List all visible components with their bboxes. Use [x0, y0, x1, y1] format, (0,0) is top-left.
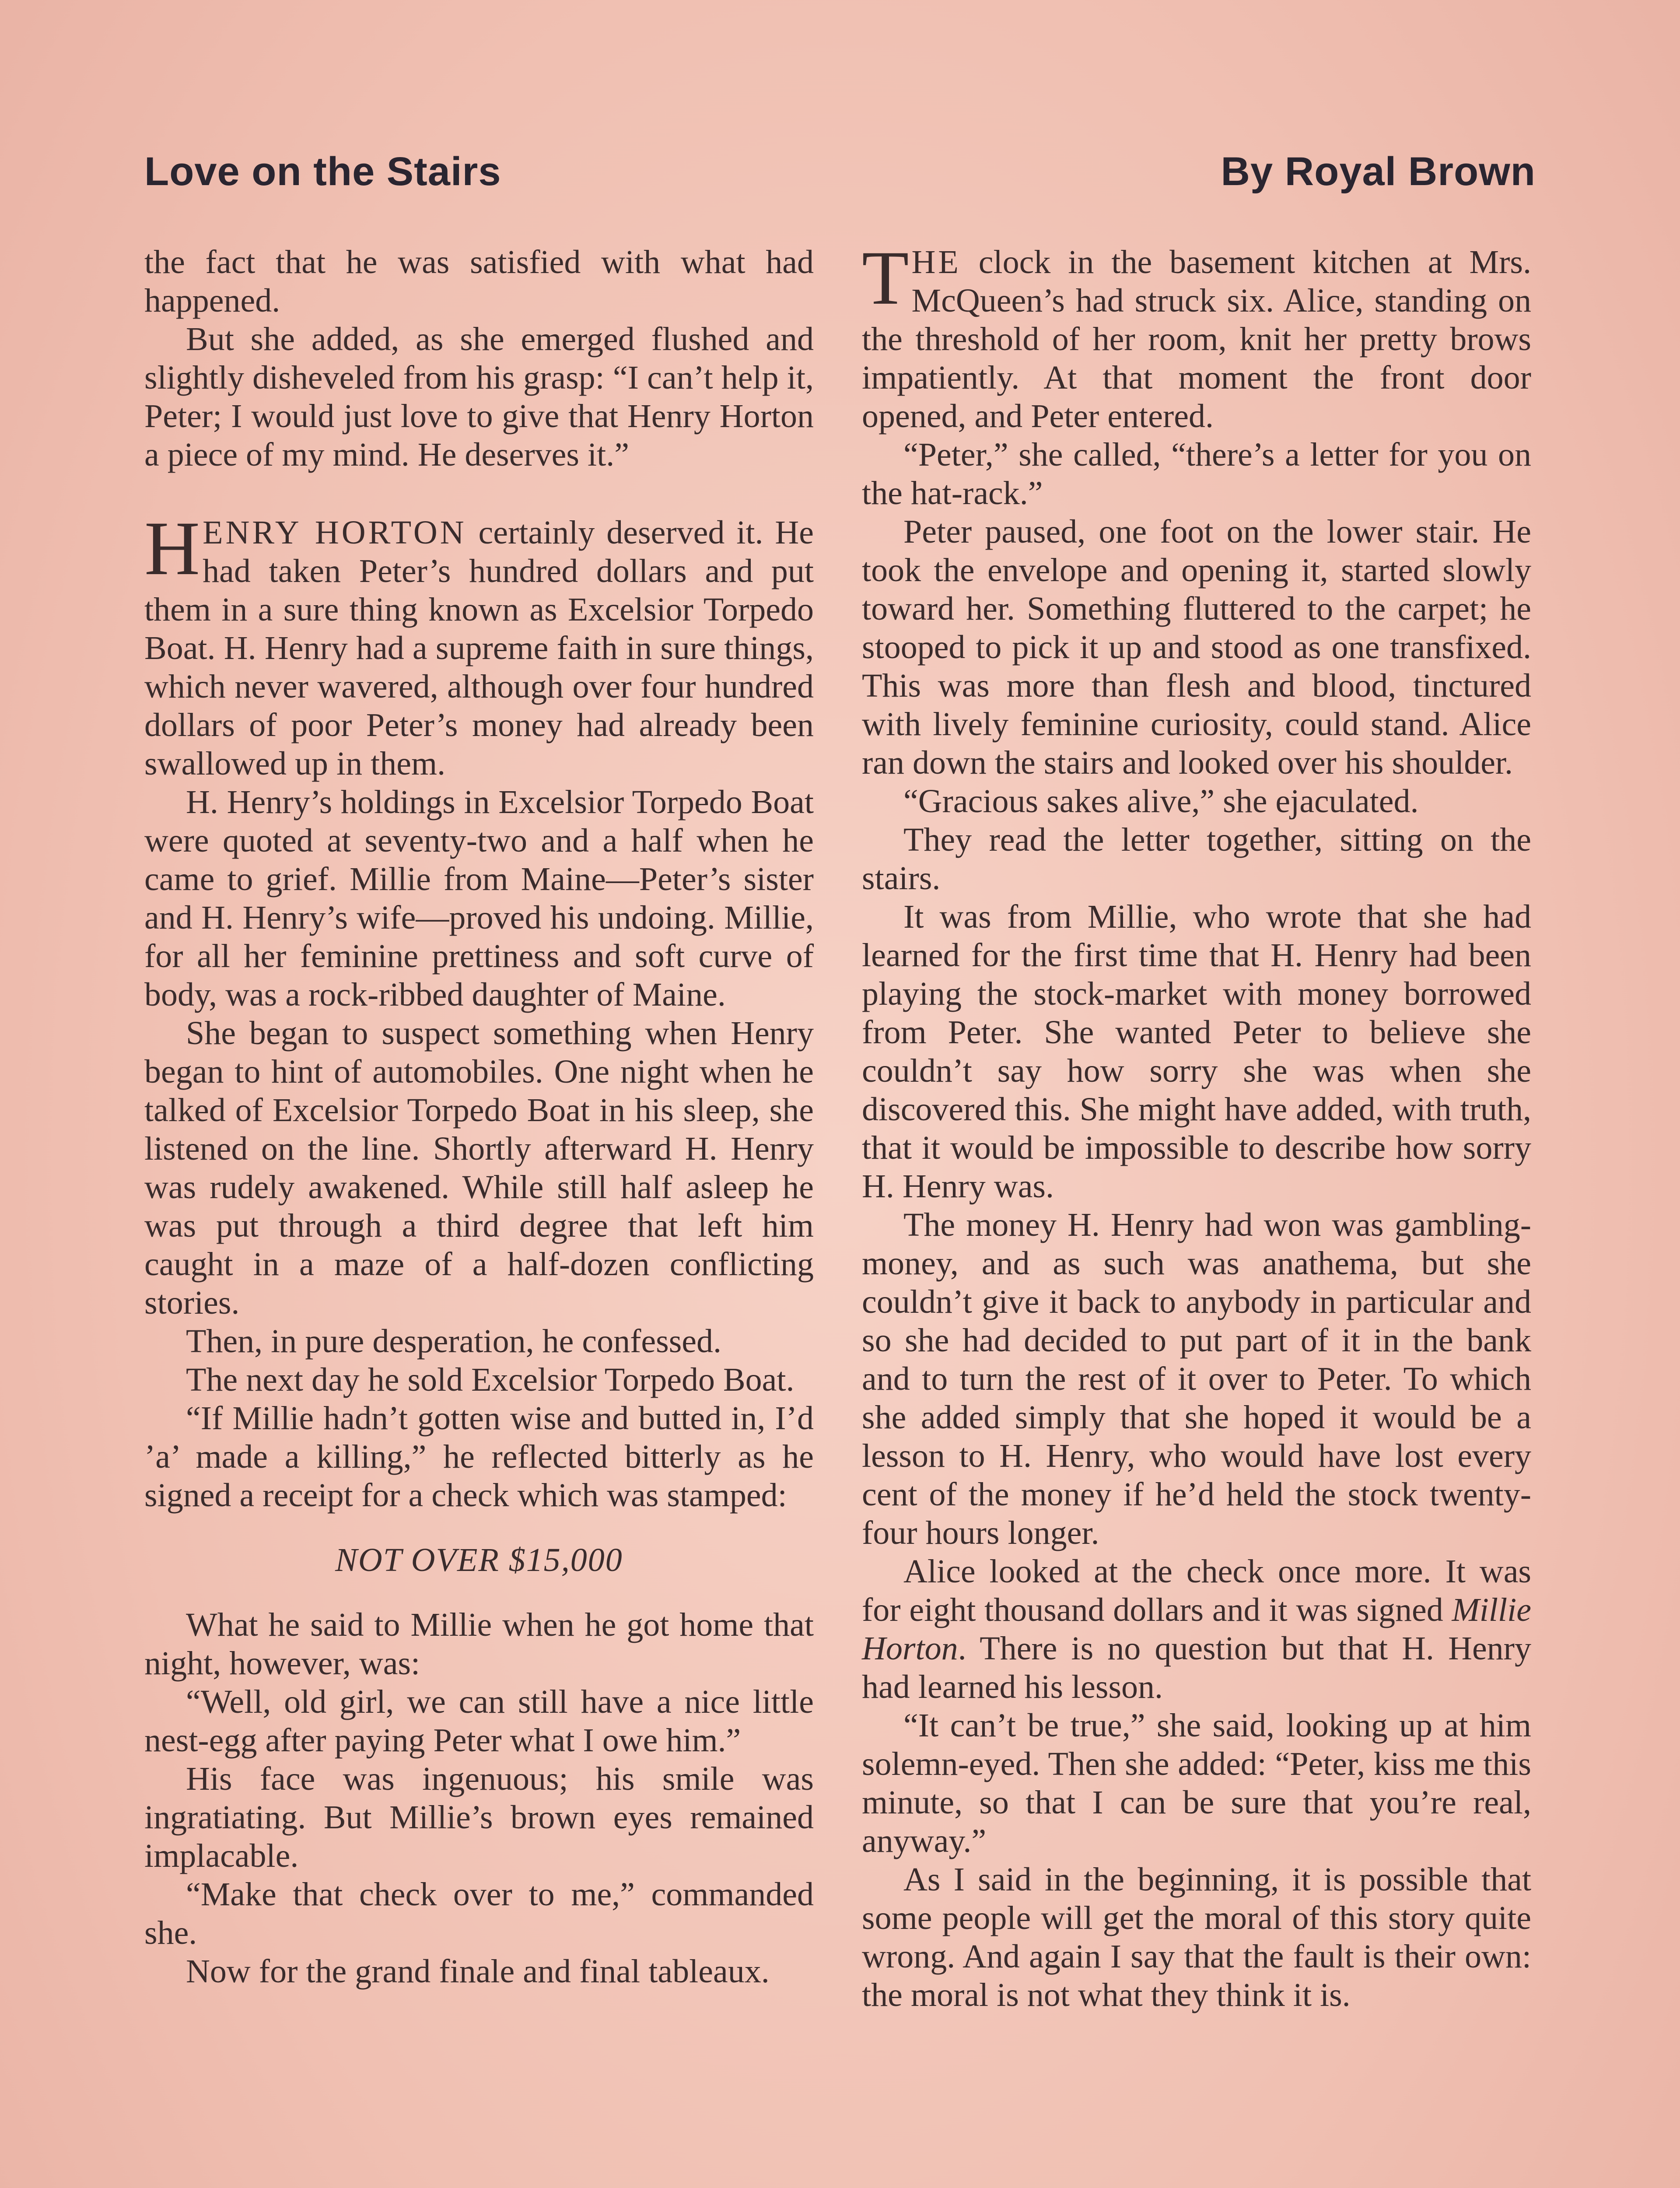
story-title: Love on the Stairs — [144, 149, 501, 194]
paragraph — [862, 1552, 1531, 1706]
paragraph: “It can’t be true,” she said, looking up at him solemn-eyed. Then she added: “Peter, kiss me this minute, so that I can be sure that you’re real, anyway.” — [862, 1707, 1531, 1859]
paragraph: They read the letter together, sitting on the stairs. — [862, 821, 1531, 897]
signature-name: Millie Horton — [862, 1592, 1531, 1667]
paragraph-text: clock in the basement kitchen at Mrs. McQueen’s had struck six. Alice, standing on the threshold of her room, knit her pretty brows impatiently. At that moment the front door opened, and Peter entered. — [862, 244, 1531, 435]
paragraph: She began to suspect something when Henry began to hint of automobiles. One night when he talked of Excelsior Torpedo Boat in his sleep, she listened on the line. Shortly afterward H. Henry was rudely awakened. While still half asleep he was put through a third degree that left him caught in a maze of a half-dozen conflicting stories. — [144, 1015, 814, 1321]
paragraph: The money H. Henry had won was gambling-money, and as such was anathema, but she couldn’t give it back to anybody in particular and so she had decided to put part of it in the bank and to turn the rest of it over to Peter. To which she added simply that she hoped it would be a lesson to H. Henry, who would have lost every cent of the money if he’d held the stock twenty-four hours longer. — [862, 1206, 1531, 1551]
left-column — [144, 243, 814, 1991]
paragraph: But she added, as she emerged flushed and slightly disheveled from his grasp: “I can’t help it, Peter; I would just love to give that Henry Horton a piece of my mind. He deserves it.” — [144, 321, 814, 473]
lead-words: ENRY HORTON — [203, 514, 467, 551]
check-stamp: NOT OVER $15,000 — [335, 1542, 623, 1578]
paragraph: Now for the grand finale and final tableaux. — [186, 1953, 770, 1990]
paragraph: “If Millie hadn’t gotten wise and butted in, I’d ’a’ made a killing,” he reflected bitterly as he signed a receipt for a check which was stamped: — [144, 1400, 814, 1514]
lead-words: HE — [911, 244, 961, 281]
paragraph: What he said to Millie when he got home that night, however, was: — [144, 1606, 814, 1682]
section-start-paragraph — [144, 506, 814, 783]
drop-cap: H — [144, 506, 200, 591]
story-author: By Royal Brown — [1221, 149, 1536, 194]
paragraph-text: Alice looked at the check once more. It was for eight thousand dollars and it was signed — [862, 1553, 1531, 1628]
paragraph: The next day he sold Excelsior Torpedo Boat. — [186, 1361, 794, 1398]
paragraph: the fact that he was satisfied with what had happened. — [144, 244, 814, 319]
paragraph: H. Henry’s holdings in Excelsior Torpedo Boat were quoted at seventy-two and a half when he came to grief. Millie from Maine—Peter’s sister and H. Henry’s wife—proved his undoing. Millie, for all her feminine prettiness and soft curve of body, was a rock-ribbed daughter of Maine. — [144, 784, 814, 1013]
paragraph-text: . There is no question but that H. Henry had learned his lesson. — [862, 1630, 1531, 1705]
paragraph: “Make that check over to me,” commanded she. — [144, 1876, 814, 1951]
paragraph: “Well, old girl, we can still have a nice little nest-egg after paying Peter what I owe him.” — [144, 1683, 814, 1759]
paragraph: It was from Millie, who wrote that she had learned for the first time that H. Henry had been playing the stock-market with money borrowed from Peter. She wanted Peter to believe she couldn’t say how sorry she was when she discovered this. She might have added, with truth, that it would be impossible to describe how sorry H. Henry was. — [862, 898, 1531, 1205]
paragraph-text: certainly deserved it. He had taken Peter’s hundred dollars and put them in a sure thing known as Excelsior Torpedo Boat. H. Henry had a supreme faith in sure things, which never wavered, although over four hundred dollars of poor Peter’s money had already been swallowed up in them. — [144, 514, 814, 782]
paragraph: Peter paused, one foot on the lower stair. He took the envelope and opening it, started slowly toward her. Something fluttered to the carpet; he stooped to pick it up and stood as one transfixed. This was more than flesh and blood, tinctured with lively feminine curiosity, could stand. Alice ran down the stairs and looked over his shoulder. — [862, 513, 1531, 781]
right-column — [862, 235, 1531, 2014]
paragraph: As I said in the beginning, it is possible that some people will get the moral of this story quite wrong. And again I say that the fault is their own: the moral is not what they think it is. — [862, 1861, 1531, 2013]
section-start-paragraph — [862, 235, 1531, 435]
paragraph: “Peter,” she called, “there’s a letter for you on the hat-rack.” — [862, 436, 1531, 512]
paragraph: “Gracious sakes alive,” she ejaculated. — [903, 783, 1419, 820]
drop-cap: T — [862, 235, 909, 321]
paragraph: His face was ingenuous; his smile was ingratiating. But Millie’s brown eyes remained implacable. — [144, 1760, 814, 1874]
paragraph: Then, in pure desperation, he confessed. — [186, 1323, 722, 1360]
